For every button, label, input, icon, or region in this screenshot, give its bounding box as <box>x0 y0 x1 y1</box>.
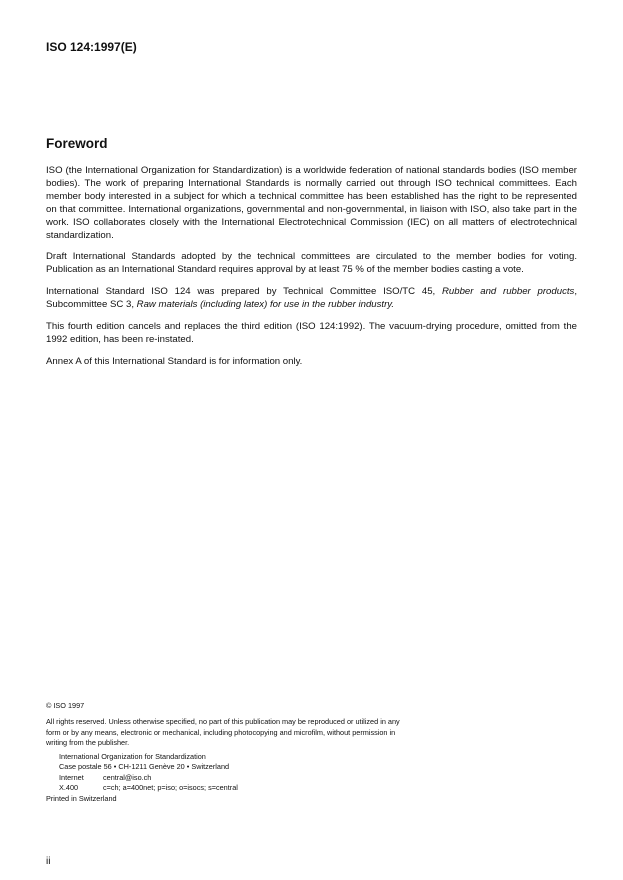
x400-label: X.400 <box>59 783 79 793</box>
foreword-paragraph-2: Draft International Standards adopted by the technical committees are circulated to the member bodies for voting. Publication as an International Standard requires approval by at least 75 % of the member bodies casting a vote. <box>46 251 577 276</box>
internet-label: Internet <box>59 772 84 782</box>
subcommittee-title: Raw materials (including latex) for use in the rubber industry. <box>136 299 395 311</box>
foreword-paragraph-3 <box>46 286 577 312</box>
foreword-body <box>46 165 577 378</box>
committee-title: Rubber and rubber products <box>441 286 575 298</box>
internet-value: central@iso.ch <box>103 772 152 782</box>
page-number: ii <box>46 856 51 867</box>
organization-name: International Organization for Standardization <box>59 752 206 762</box>
foreword-heading: Foreword <box>46 136 108 151</box>
foreword-paragraph-5: Annex A of this International Standard is for information only. <box>46 355 303 367</box>
printed-in: Printed in Switzerland <box>46 794 117 804</box>
paragraph-3-text-b: , Subcommittee SC 3, <box>46 286 577 311</box>
foreword-paragraph-1: ISO (the International Organization for Standardization) is a worldwide federation of national standards bodies (ISO member bodies). The work of preparing International Standards is normally carried out through ISO technical committees. Each member body interested in a subject for which a technical committee has been established has the right to be represented on that committee. International organizations, governmental and non-governmental, in liaison with ISO, also take part in the work. ISO collaborates closely with the International Electrotechnical Commission (IEC) on all matters of electrotechnical standardization. <box>46 165 577 241</box>
paragraph-3-text-a: International Standard ISO 124 was prepared by Technical Committee ISO/TC 45, <box>46 286 442 298</box>
copyright-block <box>46 701 406 805</box>
postal-address: Case postale 56 • CH-1211 Genève 20 • Switzerland <box>59 762 230 772</box>
x400-contact <box>46 783 406 793</box>
document-id: ISO 124:1997(E) <box>46 40 137 54</box>
copyright-notice: © ISO 1997 <box>46 701 85 710</box>
foreword-paragraph-4: This fourth edition cancels and replaces the third edition (ISO 124:1992). The vacuum-drying procedure, omitted from the 1992 edition, has been re-instated. <box>46 321 577 345</box>
internet-contact <box>46 773 406 783</box>
rights-statement: All rights reserved. Unless otherwise specified, no part of this publication may be reproduced or utilized in any form or by any means, electronic or mechanical, including photocopying and microfilm, without permission in writing from the publisher. <box>46 717 400 747</box>
x400-value: c=ch; a=400net; p=iso; o=isocs; s=central <box>103 783 238 793</box>
